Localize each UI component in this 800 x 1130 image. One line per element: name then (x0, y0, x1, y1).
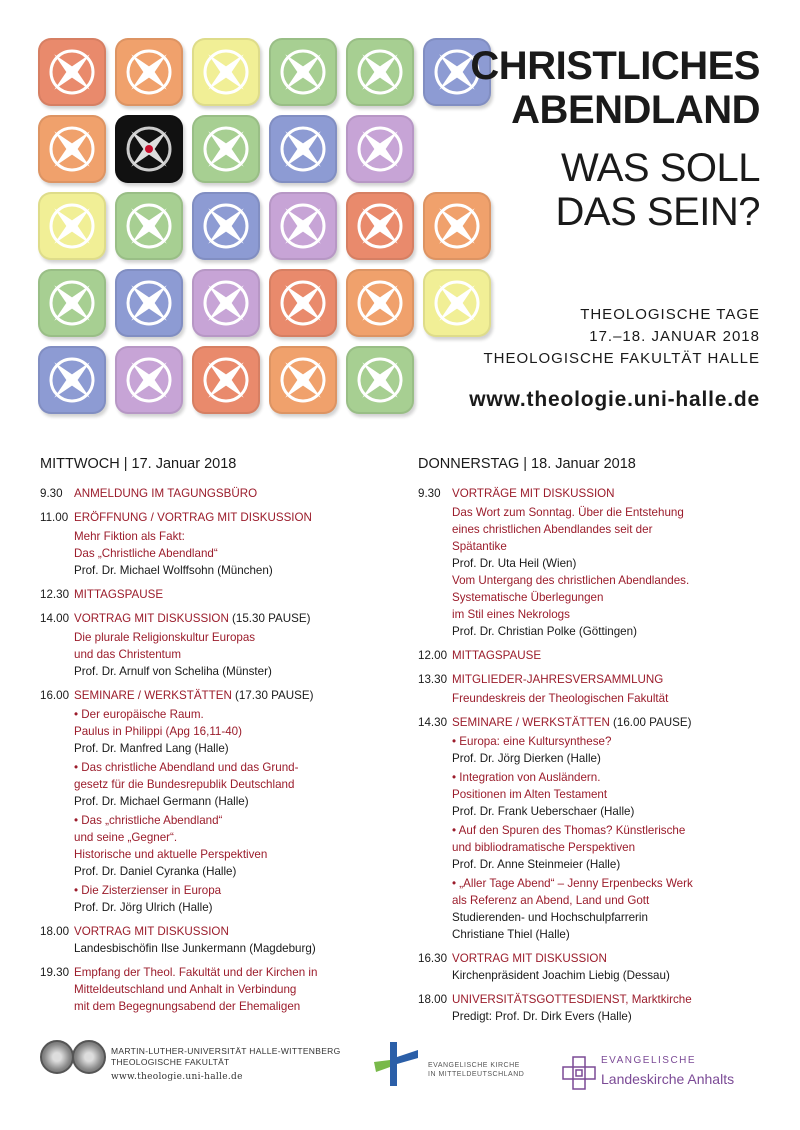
compass-tile (38, 38, 106, 106)
compass-icon (192, 269, 260, 337)
speaker: Kirchenpräsident Joachim Liebig (Dessau) (452, 969, 670, 982)
entry-title: Empfang der Theol. Fakultät und der Kirchen in (74, 966, 318, 979)
compass-icon (346, 269, 414, 337)
entry-title: mit dem Begegnungsabend der Ehemaligen (74, 1000, 301, 1013)
anhalt-line-1: EVANGELISCHE (601, 1055, 697, 1066)
schedule-entry (40, 923, 380, 957)
compass-tile (269, 269, 337, 337)
schedule-day-1 (40, 456, 380, 1022)
entry-title: VORTRÄGE MIT DISKUSSION (452, 487, 615, 500)
compass-icon (38, 115, 106, 183)
schedule-entry (418, 647, 758, 664)
entry-title: ANMELDUNG IM TAGUNGSBÜRO (74, 487, 258, 500)
compass-tile (269, 346, 337, 414)
entry-subtitle: Freundeskreis der Theologischen Fakultät (452, 692, 669, 705)
compass-tile (115, 346, 183, 414)
talk-title: Vom Untergang des christlichen Abendlandes. (452, 574, 690, 587)
talk-title: und das Christentum (74, 648, 181, 661)
seminar-title: als Referenz an Abend, Land und Gott (452, 894, 650, 907)
entry-time: 18.00 (40, 925, 70, 938)
entry-title: ERÖFFNUNG / VORTRAG MIT DISKUSSION (74, 511, 312, 524)
talk-title: im Stil eines Nekrologs (452, 608, 570, 621)
entry-time: 13.30 (418, 673, 448, 686)
compass-tile (115, 192, 183, 260)
title-line-3: WAS SOLL (560, 146, 760, 190)
speaker: Prof. Dr. Arnulf von Scheliha (Münster) (74, 665, 272, 678)
entry-title: MITTAGSPAUSE (74, 588, 164, 601)
entry-title: SEMINARE / WERKSTÄTTEN (74, 689, 232, 702)
compass-icon (423, 269, 491, 337)
compass-tile (38, 346, 106, 414)
event-name: THEOLOGISCHE TAGE (580, 306, 760, 323)
compass-icon (192, 346, 260, 414)
event-location: THEOLOGISCHE FAKULTÄT HALLE (483, 350, 760, 367)
compass-tile (115, 38, 183, 106)
seminar-title: Paulus in Philippi (Apg 16,11-40) (74, 725, 242, 738)
entry-title: UNIVERSITÄTSGOTTESDIENST, Marktkirche (452, 993, 692, 1006)
speaker: Landesbischöfin Ilse Junkermann (Magdeburg) (74, 942, 316, 955)
anhalt-line-2: Landeskirche Anhalts (601, 1071, 735, 1087)
ekm-line-2: IN MITTELDEUTSCHLAND (428, 1071, 525, 1078)
compass-icon (192, 115, 260, 183)
compass-tile (346, 346, 414, 414)
schedule-entry (418, 991, 758, 1025)
schedule-entry (40, 610, 380, 680)
talk-title: Das „Christliche Abendland“ (74, 547, 218, 560)
compass-icon (269, 38, 337, 106)
seminar-title: • Das christliche Abendland und das Grund- (74, 761, 299, 774)
compass-icon (38, 346, 106, 414)
compass-icon (192, 38, 260, 106)
compass-icon (346, 115, 414, 183)
entry-time: 19.30 (40, 966, 70, 979)
compass-icon (38, 192, 106, 260)
speaker: Predigt: Prof. Dr. Dirk Evers (Halle) (452, 1010, 632, 1023)
entry-title: VORTRAG MIT DISKUSSION (452, 952, 607, 965)
speaker: Prof. Dr. Christian Polke (Göttingen) (452, 625, 637, 638)
entry-time: 16.00 (40, 689, 70, 702)
compass-icon (115, 192, 183, 260)
entry-pause: (16.00 PAUSE) (609, 716, 692, 729)
talk-title: Das Wort zum Sonntag. Über die Entstehung (452, 506, 684, 519)
title-line-1: CHRISTLICHES (470, 44, 760, 88)
schedule-entry (40, 485, 380, 502)
website-link[interactable]: www.theologie.uni-halle.de (469, 388, 760, 411)
entry-title: SEMINARE / WERKSTÄTTEN (452, 716, 610, 729)
faculty-seal-icon (72, 1040, 106, 1074)
compass-tile (38, 192, 106, 260)
speaker: Studierenden- und Hochschulpfarrerin (452, 911, 648, 924)
ekm-cross-icon (374, 1042, 418, 1086)
schedule-entry (418, 671, 758, 707)
talk-title: eines christlichen Abendlandes seit der (452, 523, 653, 536)
seminar-title: • „Aller Tage Abend“ – Jenny Erpenbecks Werk (452, 877, 693, 890)
compass-tile (423, 269, 491, 337)
university-seal-icon (40, 1040, 74, 1074)
university-logo-text (111, 1046, 341, 1083)
compass-icon (346, 192, 414, 260)
seminar-title: • Das „christliche Abendland“ (74, 814, 223, 827)
compass-tile (346, 38, 414, 106)
speaker: Prof. Dr. Jörg Ulrich (Halle) (74, 901, 213, 914)
compass-icon (269, 192, 337, 260)
entry-time: 12.00 (418, 649, 448, 662)
anhalt-cross-icon (562, 1056, 596, 1090)
compass-tile (38, 269, 106, 337)
entry-title: MITTAGSPAUSE (452, 649, 542, 662)
event-dates: 17.–18. JANUAR 2018 (589, 328, 760, 345)
compass-icon (269, 115, 337, 183)
seminar-title: • Die Zisterzienser in Europa (74, 884, 222, 897)
seminar-title: • Der europäische Raum. (74, 708, 204, 721)
compass-tile (346, 115, 414, 183)
seminar-title: gesetz für die Bundesrepublik Deutschland (74, 778, 295, 791)
schedule-entry (40, 509, 380, 579)
compass-tile (346, 192, 414, 260)
seminar-title: • Integration von Ausländern. (452, 771, 601, 784)
schedule-entry (418, 950, 758, 984)
university-name: MARTIN-LUTHER-UNIVERSITÄT HALLE-WITTENBERG (111, 1046, 341, 1056)
talk-title: Mehr Fiktion als Fakt: (74, 530, 185, 543)
compass-tile (346, 269, 414, 337)
entry-time: 9.30 (40, 487, 63, 500)
title-line-2: ABENDLAND (511, 88, 760, 132)
compass-icon (38, 38, 106, 106)
compass-tile (192, 38, 260, 106)
speaker: Prof. Dr. Daniel Cyranka (Halle) (74, 865, 237, 878)
seminar-title: und seine „Gegner“. (74, 831, 178, 844)
compass-icon (38, 269, 106, 337)
schedule-entry (40, 687, 380, 916)
compass-icon (346, 38, 414, 106)
entry-time: 9.30 (418, 487, 441, 500)
compass-icon (346, 346, 414, 414)
speaker: Prof. Dr. Michael Wolffsohn (München) (74, 564, 273, 577)
compass-tile (38, 115, 106, 183)
ekm-logo-text (428, 1061, 524, 1079)
compass-tile (115, 115, 183, 183)
speaker: Prof. Dr. Anne Steinmeier (Halle) (452, 858, 621, 871)
compass-tile-grid (38, 38, 498, 418)
entry-time: 11.00 (40, 511, 69, 524)
schedule-entry (40, 964, 380, 1015)
compass-tile (269, 115, 337, 183)
entry-pause: (15.30 PAUSE) (228, 612, 311, 625)
footer-website-link[interactable]: www.theologie.uni-halle.de (111, 1072, 243, 1082)
seminar-title: • Europa: eine Kultursynthese? (452, 735, 612, 748)
compass-tile (192, 115, 260, 183)
talk-title: Die plurale Religionskultur Europas (74, 631, 256, 644)
speaker: Prof. Dr. Frank Ueberschaer (Halle) (452, 805, 635, 818)
seminar-title: und bibliodramatische Perspektiven (452, 841, 636, 854)
speaker: Prof. Dr. Uta Heil (Wien) (452, 557, 577, 570)
entry-title: VORTRAG MIT DISKUSSION (74, 612, 229, 625)
seminar-title: • Auf den Spuren des Thomas? Künstlerische (452, 824, 686, 837)
entry-time: 18.00 (418, 993, 448, 1006)
compass-tile (192, 192, 260, 260)
entry-time: 12.30 (40, 588, 70, 601)
speaker: Prof. Dr. Michael Germann (Halle) (74, 795, 249, 808)
compass-icon (269, 346, 337, 414)
compass-tile (192, 269, 260, 337)
speaker: Prof. Dr. Jörg Dierken (Halle) (452, 752, 601, 765)
entry-time: 16.30 (418, 952, 448, 965)
compass-tile (269, 192, 337, 260)
entry-title: Mitteldeutschland und Anhalt in Verbindung (74, 983, 297, 996)
compass-icon (115, 346, 183, 414)
schedule-day-2 (418, 456, 758, 1032)
entry-pause: (17.30 PAUSE) (231, 689, 314, 702)
compass-icon (115, 38, 183, 106)
poster-title (470, 44, 760, 234)
footer-logos (0, 1040, 800, 1100)
title-line-4: DAS SEIN? (555, 190, 760, 234)
compass-icon (115, 269, 183, 337)
day-heading: MITTWOCH | 17. Januar 2018 (40, 456, 237, 472)
schedule-entry (418, 485, 758, 640)
talk-title: Spätantike (452, 540, 507, 553)
faculty-name: THEOLOGISCHE FAKULTÄT (111, 1057, 230, 1067)
ekm-line-1: EVANGELISCHE KIRCHE (428, 1062, 520, 1069)
compass-tile (269, 38, 337, 106)
compass-tile (115, 269, 183, 337)
talk-title: Systematische Überlegungen (452, 591, 604, 604)
day-heading: DONNERSTAG | 18. Januar 2018 (418, 456, 636, 472)
seminar-title: Historische und aktuelle Perspektiven (74, 848, 268, 861)
compass-icon (192, 192, 260, 260)
entry-title: MITGLIEDER-JAHRESVERSAMMLUNG (452, 673, 664, 686)
compass-icon (115, 115, 183, 183)
schedule-entry (40, 586, 380, 603)
entry-title: VORTRAG MIT DISKUSSION (74, 925, 229, 938)
speaker: Christiane Thiel (Halle) (452, 928, 570, 941)
schedule-entry (418, 714, 758, 943)
seminar-title: Positionen im Alten Testament (452, 788, 608, 801)
compass-tile (192, 346, 260, 414)
speaker: Prof. Dr. Manfred Lang (Halle) (74, 742, 229, 755)
compass-icon (269, 269, 337, 337)
entry-time: 14.00 (40, 612, 70, 625)
event-subtitle (483, 304, 760, 370)
entry-time: 14.30 (418, 716, 448, 729)
